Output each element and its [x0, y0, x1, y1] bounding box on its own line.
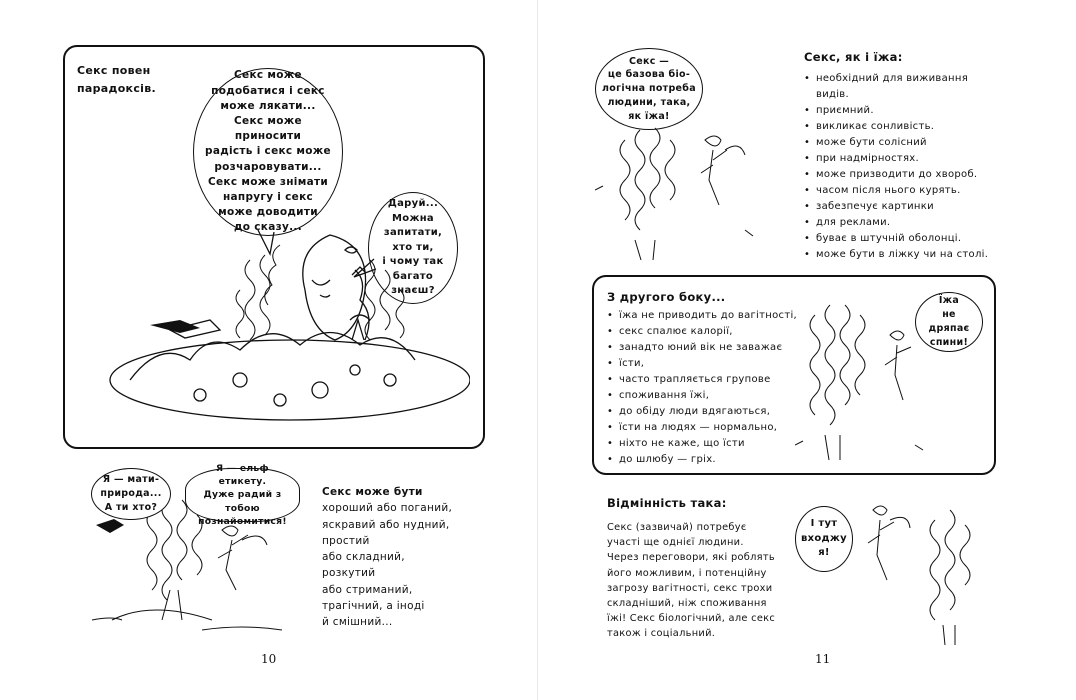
- list-item: • необхідний для виживання видів.: [804, 71, 1004, 103]
- mother-nature-standing-illustration: [595, 120, 770, 265]
- caption-text: Секс повен парадоксів.: [77, 64, 156, 95]
- right-middle-heading: З другого боку...: [607, 290, 726, 304]
- text-line: розкутий: [322, 567, 376, 580]
- speech-bubble-food-no-scratch: [915, 292, 983, 352]
- text-line: або стриманий,: [322, 583, 413, 596]
- speech-bubble-enter: [795, 506, 853, 572]
- list-item: • ніхто не каже, що їсти: [607, 436, 797, 452]
- text-line: Через переговори, які роблять: [607, 552, 775, 564]
- left-panel-caption: [77, 62, 197, 97]
- elf-and-mother-nature-illustration: [855, 500, 985, 650]
- speech-bubble-text: Секс може подобатися і секс може лякати... Секс може приносити радість і секс може розчаровувати... Секс може знімати напругу і секс може доводити до сказу...: [205, 69, 331, 234]
- speech-bubble-question-text: Даруй... Можна запитати, хто ти, і чому так багато знаєш?: [382, 198, 444, 297]
- text-line: їжі! Секс біологічний, але секс: [607, 613, 776, 625]
- text-line: трагічний, а іноді: [322, 599, 425, 612]
- speech-bubble-elf-text: Я — ельф етикету. Дуже радий з тобою познайомитися!: [198, 462, 287, 528]
- speech-bubble-elf: [185, 462, 300, 528]
- other-side-list: [607, 308, 797, 468]
- list-item: • до обіду люди вдягаються,: [607, 404, 797, 420]
- list-item: • часто трапляється групове: [607, 372, 797, 388]
- text-line: й смішний...: [322, 616, 393, 629]
- text-line: складніший, ніж споживання: [607, 597, 767, 609]
- speech-bubble-food-text: Їжа не дряпає спини!: [928, 295, 970, 348]
- text-line: також і соціальний.: [607, 628, 716, 640]
- speech-bubble-sex-can: [193, 68, 343, 236]
- list-item: • буває в штучній оболонці.: [804, 231, 1004, 247]
- text-line: загрозу вагітності, секс трохи: [607, 582, 773, 594]
- text-line: або складний,: [322, 551, 405, 564]
- speech-bubble-basic-need: [595, 48, 703, 130]
- mother-nature-side-illustration: [795, 295, 935, 465]
- text-line: простий: [322, 534, 370, 547]
- speech-bubble-mother-nature: [91, 468, 171, 520]
- page-number-right: 11: [815, 652, 831, 666]
- sex-like-food-list: [804, 71, 1004, 263]
- list-item: • викликає сонливість.: [804, 119, 1004, 135]
- page-gutter: [537, 0, 538, 700]
- list-item: • занадто юний вік не заважає: [607, 340, 797, 356]
- list-item: • може бути в ліжку чи на столі.: [804, 247, 1004, 263]
- list-item: • при надмірностях.: [804, 151, 1004, 167]
- text-line: Секс (зазвичай) потребує: [607, 522, 747, 533]
- list-item: • їсти на людях — нормально,: [607, 420, 797, 436]
- left-bottom-text: [322, 484, 492, 630]
- text-line: участі ще однієї людини.: [607, 537, 744, 549]
- list-item: • може призводити до хвороб.: [804, 167, 1004, 183]
- page-number-left: 10: [261, 652, 277, 666]
- text-line: яскравий або нудний,: [322, 518, 450, 531]
- text-line: його можливим, і потенційну: [607, 567, 767, 579]
- list-item: • для реклами.: [804, 215, 1004, 231]
- right-bottom-text: [607, 520, 797, 641]
- speech-bubble-basic-need-text: Секс — це базова біо- логічна потреба людини, така, як їжа!: [602, 55, 696, 122]
- list-item: • часом після нього курять.: [804, 183, 1004, 199]
- text-line: Секс може бути: [322, 486, 423, 498]
- right-bottom-heading: Відмінність така:: [607, 496, 727, 510]
- list-item: • приємний.: [804, 103, 1004, 119]
- text-line: хороший або поганий,: [322, 502, 453, 515]
- mother-nature-illustration: [90, 230, 470, 430]
- right-top-heading: Секс, як і їжа:: [804, 50, 903, 64]
- speech-bubble-enter-text: І тут входжу я!: [801, 518, 847, 559]
- list-item: • забезпечує картинки: [804, 199, 1004, 215]
- list-item: • може бути солісний: [804, 135, 1004, 151]
- list-item: • їжа не приводить до вагітності,: [607, 308, 797, 324]
- speech-bubble-mother-text: Я — мати- природа... А ти хто?: [100, 474, 162, 513]
- list-item: • споживання їжі,: [607, 388, 797, 404]
- list-item: • до шлюбу — гріх.: [607, 452, 797, 468]
- list-item: • їсти,: [607, 356, 797, 372]
- list-item: • секс спалює калорії,: [607, 324, 797, 340]
